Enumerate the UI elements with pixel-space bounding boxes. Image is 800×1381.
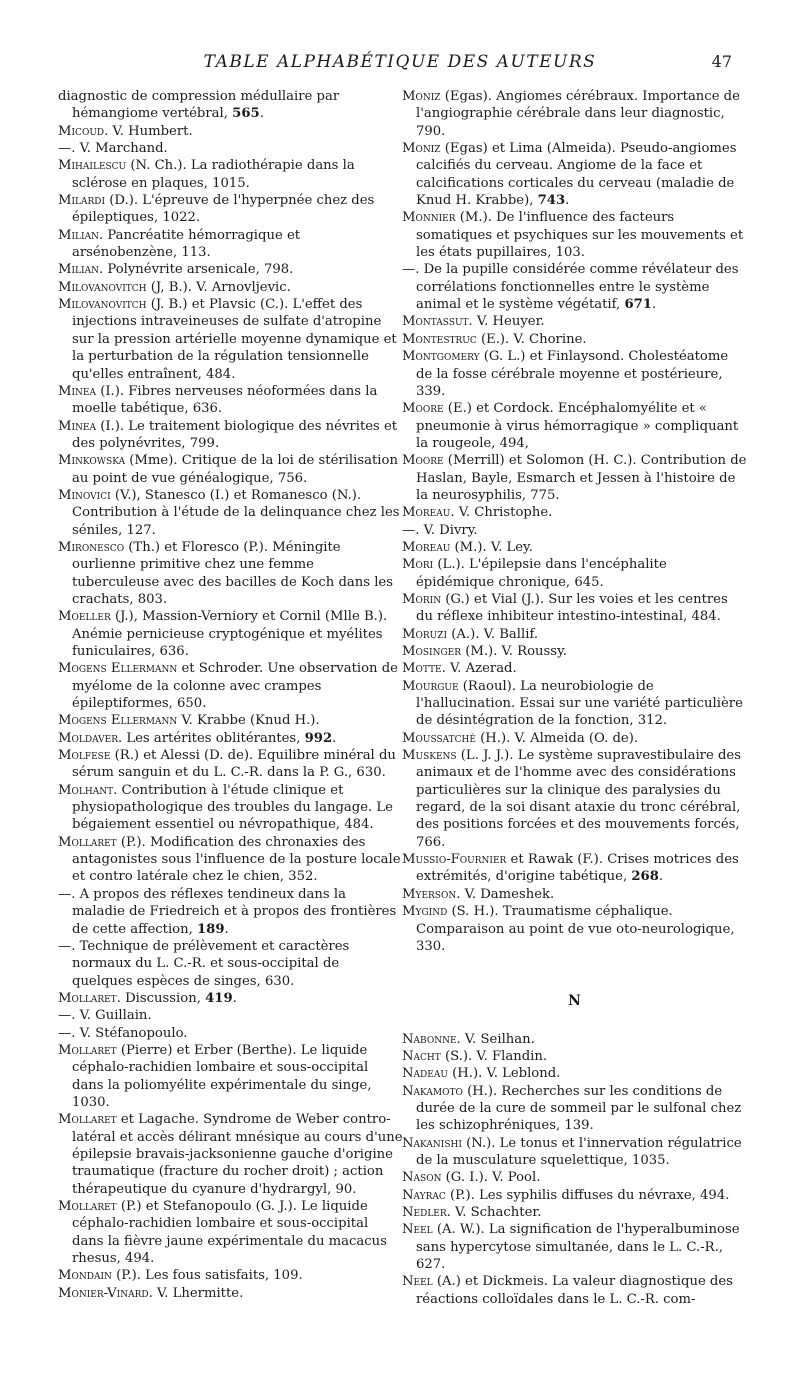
entry-text: (Mme). Critique de la loi de stérilisation au point de vue généalogique, 756. <box>72 453 398 486</box>
author-name: — <box>58 938 72 954</box>
entry-text: V. Krabbe (Knud H.). <box>177 713 320 729</box>
index-entry <box>402 591 747 626</box>
author-name: Motte <box>402 661 442 677</box>
entry-text: . V. Stéfanopoulo. <box>71 1025 188 1041</box>
section-letter-n: N <box>568 993 581 1010</box>
index-entry <box>402 730 747 747</box>
index-entry <box>58 1198 403 1267</box>
author-name: Molfese <box>58 748 111 764</box>
entry-tail: . <box>565 193 570 209</box>
index-entry <box>58 886 403 938</box>
entry-text: (P.). Les fous satisfaits, 109. <box>111 1268 303 1284</box>
entry-text: (A.). V. Ballif. <box>447 626 539 642</box>
index-entry <box>58 452 403 487</box>
author-name: Moldaver <box>58 730 118 746</box>
entry-text: (H.). V. Leblond. <box>447 1066 561 1082</box>
index-entry <box>58 608 403 660</box>
entry-tail: . <box>332 730 337 746</box>
entry-text: (E.) et Cordock. Encéphalomyélite et « pneumonie à virus hémorragique » compliquant la rougeole, 494, <box>416 401 739 451</box>
index-entry <box>58 227 403 262</box>
index-entry <box>58 712 403 729</box>
author-name: Mollaret <box>58 1199 117 1214</box>
entry-text: (L. J. J.). Le système supravestibulaire des animaux et de l'homme avec des considérations particulières sur la clinique des paralysies du regard, de la soi disant ataxie du tronc cérébral, des positions forcées et des mouvements forcés, 766. <box>416 748 741 850</box>
index-entry <box>58 747 403 782</box>
author-name: Minkowska <box>58 453 126 469</box>
author-name: — <box>58 1008 72 1024</box>
index-entry <box>402 313 747 330</box>
page-reference: 992 <box>304 730 333 746</box>
entry-text: (H.). Recherches sur les conditions de durée de la cure de sommeil par le sulfonal chez les schizophréniques, 139. <box>416 1083 742 1134</box>
entry-text: . A propos des réflexes tendineux dans la maladie de Friedreich et à propos des frontières de cette affection, <box>71 886 397 937</box>
entry-text: . V. Dameshek. <box>456 886 555 902</box>
author-name: Mollaret <box>58 990 117 1006</box>
entry-text: . De la pupille considérée comme révélateur des corrélations fonctionnelles entre le système animal et le système végétatif, <box>415 262 739 313</box>
entry-text: . V. Christophe. <box>450 505 553 521</box>
index-entry <box>402 539 747 556</box>
entry-text: . V. Heuyer. <box>468 314 545 330</box>
author-name: Minea <box>58 418 97 434</box>
author-name: Moreau <box>402 539 451 555</box>
index-entry <box>402 1083 747 1135</box>
author-name: Moeller <box>58 609 111 625</box>
index-entry <box>58 192 403 227</box>
entry-text: et Schroder. Une observation de myélome de la colonne avec crampes épileptiformes, 650. <box>72 661 398 712</box>
entry-text: (V.), Stanesco (I.) et Romanesco (N.). Contribution à l'étude de la delinquance chez les séniles, 127. <box>72 487 400 538</box>
index-entry <box>402 643 747 660</box>
author-name: — <box>58 886 72 902</box>
index-entry <box>58 88 403 123</box>
entry-text: (Egas) et Lima (Almeida). Pseudo-angiomes calcifiés du cerveau. Angiome de la face et calcifications corticales du cerveau (maladie de Knud H. Krabbe), <box>416 141 737 209</box>
author-name: — <box>402 262 416 278</box>
entry-text: (M.). V. Roussy. <box>461 644 567 659</box>
author-name: Minovici <box>58 487 111 503</box>
index-entry <box>402 678 747 730</box>
running-title: TABLE ALPHABÉTIQUE DES AUTEURS <box>203 52 597 72</box>
author-name: Nakamoto <box>402 1083 463 1099</box>
entry-text: . V. Seilhan. <box>456 1031 535 1047</box>
author-name: Nakanishi <box>402 1135 462 1151</box>
entry-text: . Technique de prélèvement et caractères normaux du L. C.-R. et sous-occipital de quelques espèces de singes, 630. <box>71 938 350 989</box>
index-entry <box>58 279 403 296</box>
index-entry <box>402 400 747 452</box>
entry-text: (L.). L'épilepsie dans l'encéphalite épidémique chronique, 645. <box>416 557 667 590</box>
entry-text: (S. H.). Traumatisme céphalique. Comparaison au point de vue oto-neurologique, 330. <box>416 904 735 954</box>
author-name: Nedler <box>402 1204 447 1220</box>
author-name: Mussio-Fournier <box>402 852 507 868</box>
index-entry <box>402 1187 747 1204</box>
author-name: Moniz <box>402 141 441 157</box>
author-name: Morin <box>402 591 442 607</box>
entry-text: (Merrill) et Solomon (H. C.). Contribution de Haslan, Bayle, Esmarch et Jessen à l'histoire de la neurosyphilis, 775. <box>416 453 747 503</box>
author-name: Milian <box>58 262 99 278</box>
section-m-entries <box>402 88 747 955</box>
author-name: Milovanovitch <box>58 279 147 295</box>
index-entry <box>58 834 403 886</box>
author-name: Monier-Vinard <box>58 1285 149 1301</box>
index-entry <box>58 938 403 990</box>
author-name: Mollaret <box>58 1042 117 1058</box>
author-name: Nadeau <box>402 1066 448 1082</box>
author-name: Mogens Ellermann <box>58 661 178 677</box>
index-entry <box>402 1273 747 1308</box>
index-entry <box>58 782 403 834</box>
entry-text: (G. I.). V. Pool. <box>441 1170 541 1186</box>
author-name: Montestruc <box>402 331 477 347</box>
author-name: Mironesco <box>58 539 125 555</box>
entry-text: (D.). L'épreuve de l'hyperpnée chez des épileptiques, 1022. <box>72 193 375 226</box>
author-name: Molhant <box>58 782 114 798</box>
index-entry <box>58 418 403 453</box>
index-entry <box>58 123 403 140</box>
index-entry <box>402 1065 747 1082</box>
page-reference: 743 <box>537 193 566 209</box>
author-name: Milian <box>58 227 99 243</box>
index-entry <box>58 539 403 608</box>
author-name: Montgomery <box>402 349 480 365</box>
author-name: Mondain <box>58 1268 112 1284</box>
entry-text: (P.) et Stefanopoulo (G. J.). Le liquide céphalo-rachidien lombaire et sous-occipital dans la fièvre jaune expérimentale du macacus rhesus, 494. <box>72 1199 387 1267</box>
author-name: Montassut <box>402 314 469 330</box>
entry-text: . Polynévrite arsenicale, 798. <box>98 262 294 278</box>
author-name: Moreau <box>402 505 451 521</box>
author-name: Moore <box>402 453 444 469</box>
entry-text: (I.). Fibres nerveuses néoformées dans la moelle tabétique, 636. <box>72 383 378 417</box>
index-entry <box>402 556 747 591</box>
entry-text: (P.). Modification des chronaxies des antagonistes sous l'influence de la posture locale et contro latérale chez le chien, 352. <box>72 834 401 885</box>
index-entry <box>58 1111 403 1198</box>
entry-tail: . <box>651 297 657 313</box>
index-entry <box>402 1221 747 1273</box>
author-name: Mihailescu <box>58 158 127 174</box>
author-name: Neel <box>402 1222 433 1238</box>
author-name: Nayrac <box>402 1187 446 1203</box>
index-entry <box>58 1267 403 1284</box>
author-name: — <box>58 1025 72 1041</box>
entry-tail: . <box>224 921 229 937</box>
index-entry <box>402 660 747 677</box>
entry-text: (Pierre) et Erber (Berthe). Le liquide céphalo-rachidien lombaire et sous-occipital dans la poliomyélite expérimentale du singe, 1030. <box>72 1042 372 1110</box>
author-name: Moore <box>402 401 444 417</box>
index-entry <box>402 1169 747 1186</box>
index-entry <box>402 1135 747 1170</box>
index-entry <box>58 383 403 418</box>
index-entry <box>58 1042 403 1111</box>
entry-text: et Lagache. Syndrome de Weber contro-latéral et accès délirant mnésique au cours d'une épilepsie bravais-jacksonienne gauche d'origine traumatique (fracture du rocher droit) ; action thérapeutique du cyanure d'hydrargyl, 90. <box>72 1112 403 1197</box>
entry-text: . Les artérites oblitérantes, <box>117 730 301 746</box>
index-entry <box>402 261 747 313</box>
author-name: Mygind <box>402 904 448 920</box>
entry-text: . Discussion, <box>116 990 201 1006</box>
entry-text: . V. Marchand. <box>71 141 168 157</box>
author-name: Moruzi <box>402 626 448 642</box>
index-entry <box>402 1048 747 1065</box>
index-entry <box>402 626 747 643</box>
index-entry <box>58 1285 403 1302</box>
index-entry <box>58 1025 403 1042</box>
entry-text: . V. Divry. <box>415 522 478 538</box>
entry-text: et Rawak (F.). Crises motrices des extrémités, d'origine tabétique, <box>416 852 739 885</box>
index-entry <box>402 209 747 261</box>
page-number: 47 <box>711 52 732 71</box>
page-header <box>0 52 800 80</box>
index-entry <box>402 903 747 955</box>
author-name: Nabonne <box>402 1031 457 1047</box>
index-entry <box>58 140 403 157</box>
entry-text: (H.). V. Almeida (O. de). <box>475 730 639 746</box>
index-entry <box>402 504 747 521</box>
author-name: — <box>402 522 416 538</box>
index-entry <box>402 522 747 539</box>
page-reference: 268 <box>631 869 659 885</box>
index-entry <box>58 990 403 1007</box>
entry-text: (M.). De l'influence des facteurs somatiques et psychiques sur les mouvements et les états pupillaires, 103. <box>416 210 744 261</box>
index-entry <box>58 261 403 278</box>
entry-text: (Raoul). La neurobiologie de l'hallucination. Essai sur une variété particulière de désintégration de la fonction, 312. <box>416 678 743 729</box>
index-entry <box>402 140 747 209</box>
entry-text: . Pancréatite hémorragique et arsénobenzène, 113. <box>72 227 301 261</box>
entry-text: . V. Azerad. <box>441 661 517 677</box>
entry-text: (Th.) et Floresco (P.). Méningite ourlienne primitive chez une femme tuberculeuse avec des bacilles de Koch dans les crachats, 803. <box>72 539 394 607</box>
entry-text: (J.), Massion-Verniory et Cornil (Mlle B.). Anémie pernicieuse cryptogénique et myélites funiculaires, 636. <box>72 609 388 659</box>
index-entry <box>58 660 403 712</box>
author-name: Mollaret <box>58 834 117 850</box>
page-reference: 419 <box>205 990 233 1006</box>
entry-text: (M.). V. Ley. <box>450 539 533 555</box>
index-entry <box>58 1007 403 1024</box>
entry-text: (J, B.). V. Arnovljevic. <box>146 279 291 295</box>
entry-tail: . <box>259 106 264 122</box>
entry-text: (E.). V. Chorine. <box>476 331 587 347</box>
entry-text: (N. Ch.). La radiothérapie dans la sclérose en plaques, 1015. <box>72 158 355 191</box>
author-name: Moussatché <box>402 730 476 746</box>
index-entry <box>402 88 747 140</box>
author-name: Moniz <box>402 89 441 104</box>
entry-text: (Egas). Angiomes cérébraux. Importance de l'angiographie cérébrale dans leur diagnostic, 790. <box>416 89 740 139</box>
entry-text: (G. L.) et Finlaysond. Cholestéatome de la fosse cérébrale moyenne et postérieure, 339. <box>416 349 729 399</box>
index-entry <box>402 1204 747 1221</box>
entry-text: diagnostic de compression médullaire par hémangiome vertébral, <box>58 89 340 122</box>
entry-text: . Contribution à l'étude clinique et physiopathologique des troubles du langage. Le bégaiement essentiel ou névropathique, 484. <box>72 782 393 833</box>
author-name: Mosinger <box>402 644 462 659</box>
entry-text: (P.). Les syphilis diffuses du névraxe, 494. <box>445 1187 730 1203</box>
section-n-entries <box>402 1031 747 1309</box>
author-name: Mourgue <box>402 678 459 694</box>
author-name: Myerson <box>402 886 457 902</box>
index-entry <box>402 452 747 504</box>
entry-text: . V. Lhermitte. <box>148 1285 244 1301</box>
index-entry <box>58 296 403 383</box>
author-name: Nacht <box>402 1048 441 1064</box>
author-name: Monnier <box>402 210 456 226</box>
page-reference: 189 <box>197 921 225 937</box>
index-entry <box>402 886 747 903</box>
index-entry <box>402 851 747 886</box>
entry-text: . V. Humbert. <box>104 123 193 139</box>
entry-text: (S.). V. Flandin. <box>440 1048 548 1064</box>
page-reference: 671 <box>624 297 652 313</box>
author-name: Mogens Ellermann <box>58 713 178 729</box>
index-entry <box>402 747 747 851</box>
left-column <box>58 88 403 1302</box>
author-name: — <box>58 141 72 157</box>
author-name: Neel <box>402 1274 433 1290</box>
index-entry <box>402 348 747 400</box>
author-name: Minea <box>58 383 97 399</box>
index-entry <box>58 157 403 192</box>
entry-text: (I.). Le traitement biologique des névrites et des polynévrites, 799. <box>72 418 398 451</box>
page-reference: 565 <box>232 106 260 122</box>
author-name: Micoud <box>58 123 105 139</box>
entry-tail: . <box>658 869 664 885</box>
entry-tail: . <box>232 990 237 1006</box>
author-name: Milovanovitch <box>58 297 147 313</box>
index-entry <box>58 487 403 539</box>
entry-text: (A. W.). La signification de l'hyperalbuminose sans hypercytose simultanée, dans le L. C.-R., 627. <box>416 1222 740 1272</box>
author-name: Milardi <box>58 193 106 209</box>
entry-text: (G.) et Vial (J.). Sur les voies et les centres du réflexe inhibiteur intestino-intestinal, 484. <box>416 591 728 625</box>
entry-text: (R.) et Alessi (D. de). Equilibre minéral du sérum sanguin et du L. C.-R. dans la P. G., 630. <box>72 748 396 781</box>
entry-text: (N.). Le tonus et l'innervation régulatrice de la musculature squelettique, 1035. <box>416 1135 742 1168</box>
author-name: Muskens <box>402 748 457 764</box>
index-entry <box>402 331 747 348</box>
entry-text: (A.) et Dickmeis. La valeur diagnostique des réactions colloïdales dans le L. C.-R. com- <box>416 1274 733 1307</box>
author-name: Mori <box>402 557 434 573</box>
author-name: Nason <box>402 1170 442 1186</box>
right-column <box>402 88 747 1308</box>
author-name: Mollaret <box>58 1112 117 1128</box>
entry-text: (J. B.) et Plavsic (C.). L'effet des injections intraveineuses de sulfate d'atropine sur la pression artérielle moyenne dynamique et la perturbation de la régulation tensionnelle qu'elles entraînent, 484. <box>72 297 397 382</box>
index-entry <box>402 1031 747 1048</box>
index-entry <box>58 730 403 747</box>
entry-text: . V. Guillain. <box>71 1008 152 1024</box>
entry-text: . V. Schachter. <box>446 1204 542 1220</box>
